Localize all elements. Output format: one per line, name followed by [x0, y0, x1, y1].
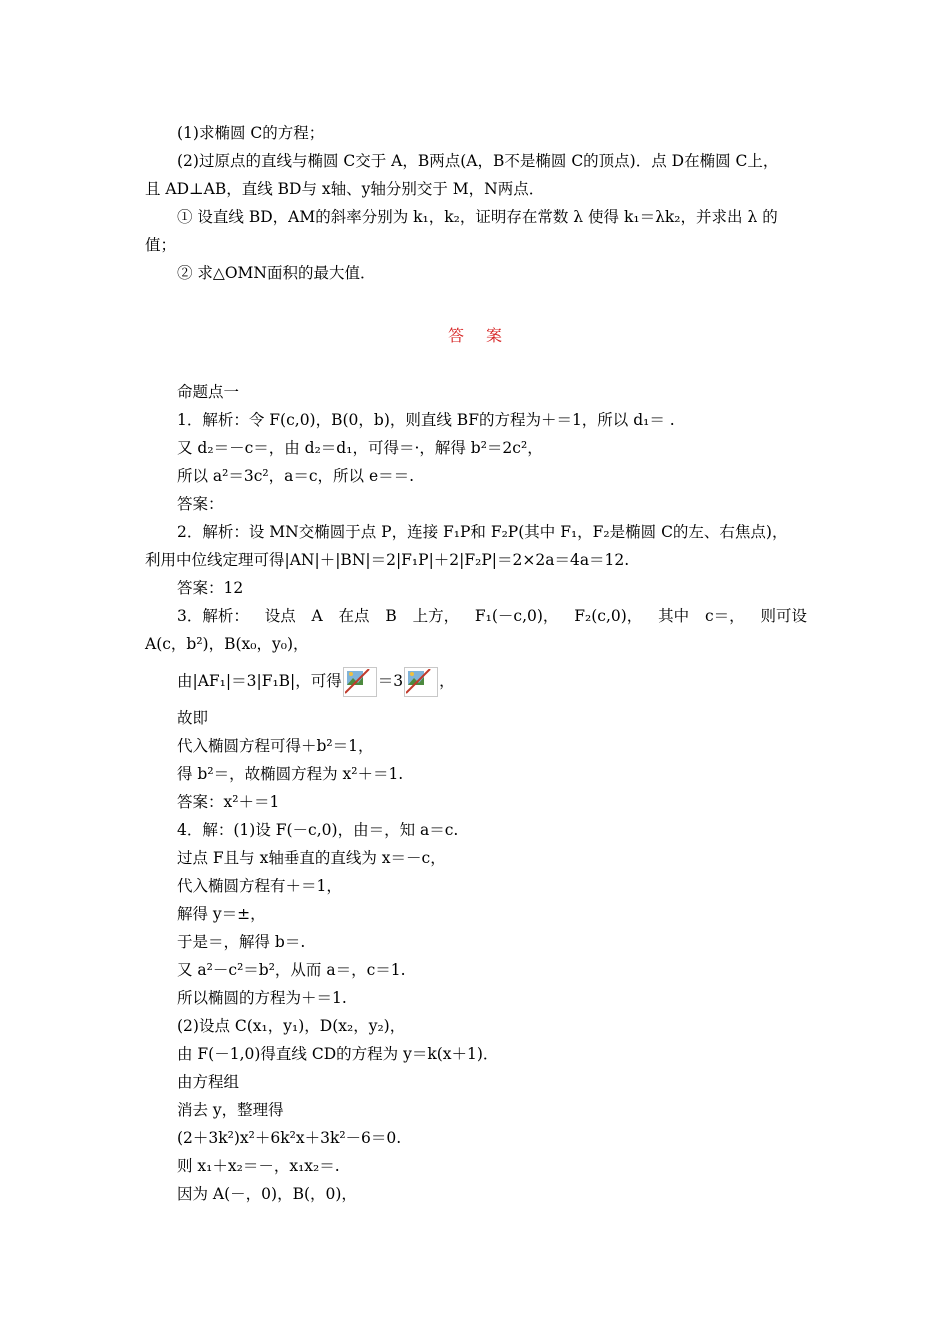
question-part-2-sub2: ② 求△OMN面积的最大值．: [177, 264, 376, 282]
text-segment: ＝3: [377, 672, 404, 690]
word: 其中: [658, 607, 690, 625]
word: F₁(－c,0)，: [474, 607, 559, 625]
answer-line: 4．解：(1)设 F(－c,0)，由＝，知 a＝c.: [177, 821, 459, 839]
word: c＝，: [704, 607, 745, 625]
answer-line: 得 b²＝，故椭圆方程为 x²＋＝1.: [177, 765, 404, 783]
question-part-2-cont: 且 AD⊥AB，直线 BD与 x轴、y轴分别交于 M，N两点．: [145, 180, 545, 198]
answer-heading: 答案: [447, 326, 524, 345]
answer-line: 于是＝，解得 b＝.: [177, 933, 306, 951]
broken-image-icon: [404, 667, 438, 697]
answer-line: 由 F(－1,0)得直线 CD的方程为 y＝k(x＋1)．: [177, 1045, 499, 1063]
answer-line: 所以椭圆的方程为＋＝1.: [177, 989, 347, 1007]
word: 则可设: [760, 607, 807, 625]
word: 设点: [264, 607, 296, 625]
word: A: [311, 607, 323, 625]
word: 3．解析：: [177, 607, 249, 625]
word: 在点: [338, 607, 370, 625]
question-part-2-sub1: ① 设直线 BD，AM的斜率分别为 k₁，k₂，证明存在常数 λ 使得 k₁＝λk₂，并求出 λ 的: [177, 208, 778, 226]
answer-line: 又 d₂＝－c＝，由 d₂＝d₁，可得＝·，解得 b²＝2c²，: [177, 439, 543, 457]
answer-line: A(c，b²)，B(x₀，y₀)，: [145, 635, 309, 653]
question-part-2-sub1-cont: 值；: [145, 236, 177, 254]
section-heading: 命题点一: [177, 383, 240, 401]
answer-label: 答案：: [177, 495, 224, 513]
text-segment: 由|AF₁|＝3|F₁B|，可得: [177, 672, 342, 690]
answer-line: 过点 F且与 x轴垂直的直线为 x＝－c，: [177, 849, 446, 867]
answer-line: (2)设点 C(x₁，y₁)，D(x₂，y₂)，: [177, 1017, 406, 1035]
answer-line: 解得 y＝±，: [177, 905, 266, 923]
word: B: [385, 607, 397, 625]
answer-line: 利用中位线定理可得|AN|＋|BN|＝2|F₁P|＋2|F₂P|＝2×2a＝4a＝12.: [145, 551, 630, 569]
answer-line: 由方程组: [177, 1073, 240, 1091]
answer-label: 答案：12: [177, 579, 244, 597]
answer-line: 代入椭圆方程有＋＝1，: [177, 877, 342, 895]
answer-line: 因为 A(－，0)，B(，0)，: [177, 1185, 357, 1203]
answer-line: 又 a²－c²＝b²，从而 a＝，c＝1.: [177, 961, 406, 979]
answer-line: 1．解析：令 F(c,0)，B(0，b)，则直线 BF的方程为＋＝1，所以 d₁＝ .: [177, 411, 675, 429]
answer-line-justified: [177, 606, 807, 626]
answer-line: 代入椭圆方程可得＋b²＝1，: [177, 737, 374, 755]
question-part-2: (2)过原点的直线与椭圆 C交于 A，B两点(A，B不是椭圆 C的顶点)．点 D在椭圆 C上，: [177, 152, 779, 170]
word: F₂(c,0)，: [574, 607, 643, 625]
answer-label: 答案：x²＋＝1: [177, 793, 280, 811]
answer-line: 故即: [177, 709, 209, 727]
word: 上方，: [412, 607, 460, 625]
answer-line: 所以 a²＝3c²，a＝c，所以 e＝＝.: [177, 467, 415, 485]
answer-line: 则 x₁＋x₂＝－，x₁x₂＝.: [177, 1157, 340, 1175]
answer-line: 消去 y，整理得: [177, 1101, 284, 1119]
answer-line-with-images: [177, 666, 455, 697]
question-part-1: (1)求椭圆 C的方程；: [177, 124, 325, 142]
broken-image-icon: [343, 667, 377, 697]
text-segment: ，: [439, 672, 455, 690]
answer-line: (2＋3k²)x²＋6k²x＋3k²－6＝0.: [177, 1129, 402, 1147]
answer-line: 2．解析：设 MN交椭圆于点 P，连接 F₁P和 F₂P(其中 F₁，F₂是椭圆 C的左、右焦点)，: [177, 523, 788, 541]
